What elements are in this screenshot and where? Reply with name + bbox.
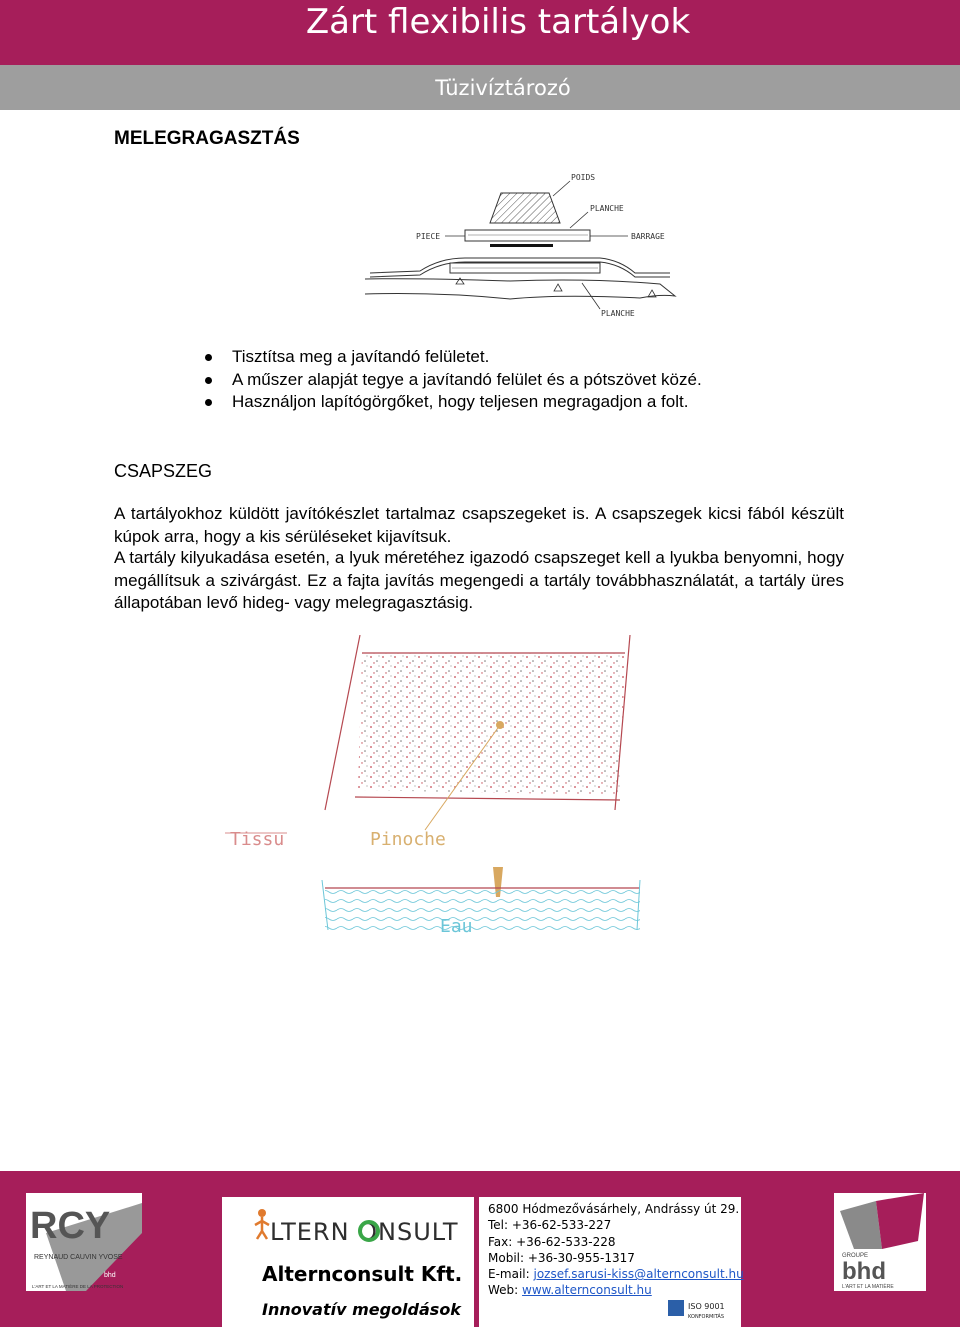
svg-text:L'ART ET LA MATIÈRE DE LA PROT: L'ART ET LA MATIÈRE DE LA PROTECTION bbox=[32, 1284, 124, 1289]
svg-text:bhd: bhd bbox=[104, 1272, 116, 1279]
svg-text:POIDS: POIDS bbox=[571, 173, 596, 182]
rcy-logo bbox=[26, 1193, 142, 1291]
mobile: Mobil: +36-30-955-1317 bbox=[488, 1250, 635, 1265]
list-item: Használjon lapítógörgőket, hogy teljesen megragadjon a folt. bbox=[205, 391, 702, 414]
company-slogan: Innovatív megoldások bbox=[262, 1300, 461, 1319]
svg-text:RCY: RCY bbox=[30, 1205, 111, 1247]
section-heading-csapszeg: CSAPSZEG bbox=[114, 461, 213, 481]
hot-gluing-diagram bbox=[360, 166, 680, 321]
svg-text:L'ART ET LA MATIÈRE: L'ART ET LA MATIÈRE bbox=[842, 1284, 894, 1290]
svg-text:REYNAUD CAUVIN YVOSE: REYNAUD CAUVIN YVOSE bbox=[34, 1254, 123, 1261]
web-label: Web: bbox=[488, 1283, 523, 1298]
web-link[interactable]: www.alternconsult.hu bbox=[522, 1283, 652, 1298]
svg-text:KONFORMITÁS: KONFORMITÁS bbox=[688, 1314, 725, 1320]
company-name: Alternconsult Kft. bbox=[262, 1262, 463, 1286]
plug-diagram bbox=[225, 635, 645, 935]
email-label: E-mail: bbox=[488, 1267, 534, 1282]
list-item: A műszer alapját tegye a javítandó felület és a pótszövet közé. bbox=[205, 369, 702, 392]
list-item: Tisztítsa meg a javítandó felületet. bbox=[205, 346, 702, 369]
paragraph-usage: A tartály kilyukadása esetén, a lyuk méretéhez igazodó csapszeget kell a lyukba benyomni, hogy megállítsuk a szivárgást. Ez a fajta javítás megengedi a tartály továbbhasználatát, a tartály üres állapotában levő hideg- vagy melegragasztásig. bbox=[114, 548, 844, 612]
contact-info bbox=[488, 1201, 744, 1299]
svg-text:PLANCHE: PLANCHE bbox=[601, 309, 635, 318]
svg-text:ISO 9001: ISO 9001 bbox=[688, 1302, 725, 1311]
svg-text:LTERN ONSULT: LTERN ONSULT bbox=[270, 1218, 459, 1246]
instruction-list bbox=[205, 346, 702, 414]
paragraph-intro: A tartályokhoz küldött javítókészlet tartalmaz csapszegeket is. A csapszegek kicsi fából készült kúpok arra, hogy a kis sérüléseket kijavítsuk. bbox=[114, 504, 844, 546]
page-subtitle: Tüzivíztározó bbox=[435, 76, 571, 100]
svg-text:GROUPE: GROUPE bbox=[842, 1253, 869, 1259]
email-link[interactable]: jozsef.sarusi-kiss@alternconsult.hu bbox=[533, 1267, 744, 1282]
bhd-logo bbox=[834, 1193, 926, 1291]
svg-text:Tissu: Tissu bbox=[230, 829, 285, 850]
page-title: Zárt flexibilis tartályok bbox=[305, 2, 691, 42]
alternconsult-logo bbox=[222, 1197, 474, 1247]
svg-text:PIECE: PIECE bbox=[416, 232, 441, 241]
fax: Fax: +36-62-533-228 bbox=[488, 1234, 616, 1249]
svg-text:Eau: Eau bbox=[440, 916, 473, 935]
svg-text:PLANCHE: PLANCHE bbox=[590, 204, 624, 213]
company-box bbox=[222, 1197, 474, 1327]
svg-text:bhd: bhd bbox=[842, 1258, 886, 1285]
svg-text:BARRAGE: BARRAGE bbox=[631, 232, 665, 241]
iso-badge bbox=[668, 1297, 732, 1323]
svg-text:Pinoche: Pinoche bbox=[370, 829, 446, 850]
phone: Tel: +36-62-533-227 bbox=[488, 1218, 612, 1233]
section-heading-melegragasztas: MELEGRAGASZTÁS bbox=[114, 128, 300, 149]
address: 6800 Hódmezővásárhely, Andrássy út 29. bbox=[488, 1202, 740, 1216]
